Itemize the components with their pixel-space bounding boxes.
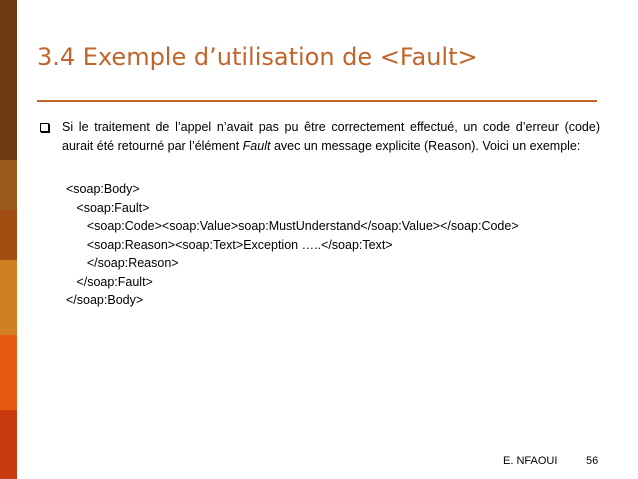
code-example — [66, 180, 519, 310]
page-number: 56 — [586, 455, 599, 467]
code-line: <soap:Body> — [66, 182, 140, 196]
bullet-text-end: avec un message explicite (Reason). Voici un exemple: — [270, 138, 581, 153]
stripe-segment — [0, 410, 17, 479]
square-bullet-icon — [40, 123, 49, 132]
code-line: <soap:Fault> — [66, 200, 150, 215]
footer-author: E. NFAOUI — [503, 455, 558, 467]
bullet-paragraph — [62, 118, 600, 155]
code-line: </soap:Reason> — [66, 256, 179, 270]
title-divider — [37, 100, 597, 102]
stripe-segment — [0, 260, 17, 335]
slide-title: 3.4 Exemple d’utilisation de <Fault> — [37, 43, 478, 71]
code-line: <soap:Reason><soap:Text>Exception …..</soap:Text> — [66, 237, 393, 252]
code-line: </soap:Fault> — [66, 274, 153, 289]
code-line: </soap:Body> — [66, 293, 144, 307]
stripe-segment — [0, 335, 17, 410]
stripe-segment — [0, 160, 17, 210]
stripe-segment — [0, 0, 17, 160]
bullet-text-emphasis: Fault — [242, 138, 271, 153]
bullet-text-start: Si le traitement de l’appel n’avait pas pu être correctement effectué, un code d’erreur (code) aurait été retourné par l’élément — [62, 120, 600, 153]
code-line: <soap:Code><soap:Value>soap:MustUnderstand</soap:Value></soap:Code> — [66, 219, 519, 233]
stripe-segment — [0, 210, 17, 260]
